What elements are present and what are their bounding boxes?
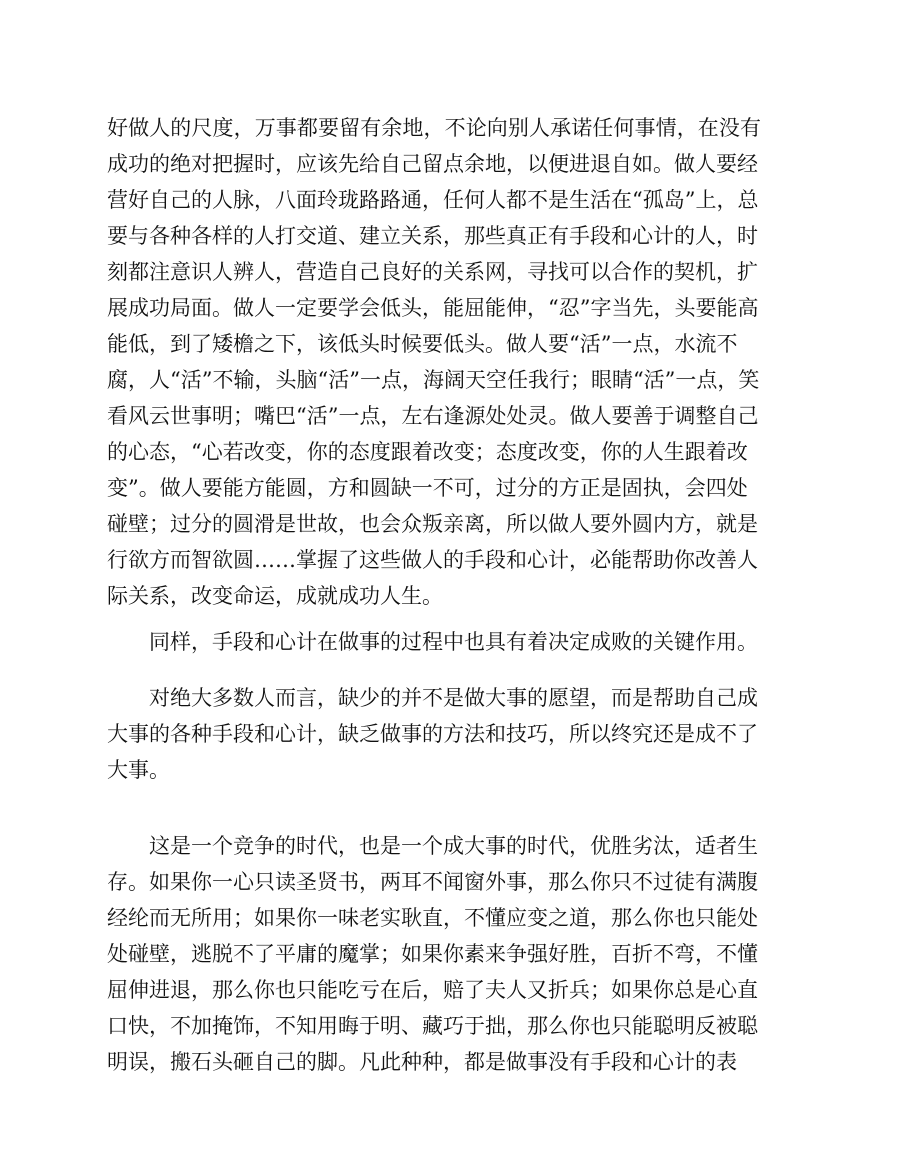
paragraph-line: 腐，人“活”不输，头脑“活”一点，海阔天空任我行；眼睛“活”一点，笑 (107, 368, 760, 392)
paragraph-line: 展成功局面。做人一定要学会低头，能屈能伸，“忍”字当先，头要能高 (107, 296, 759, 320)
paragraph-line: 大事。 (107, 758, 170, 782)
paragraph-line: 屈伸进退，那么你也只能吃亏在后，赔了夫人又折兵；如果你总是心直 (107, 978, 758, 1002)
paragraph-line: 营好自己的人脉，八面玲珑路路通，任何人都不是生活在“孤岛”上，总 (107, 188, 759, 212)
paragraph-line: 这是一个竞争的时代，也是一个成大事的时代，优胜劣汰，适者生 (149, 834, 758, 858)
paragraph-line: 碰壁；过分的圆滑是世故，也会众叛亲离，所以做人要外圆内方，就是 (107, 512, 758, 536)
paragraph-line: 行欲方而智欲圆……掌握了这些做人的手段和心计，必能帮助你改善人 (107, 548, 758, 572)
paragraph-line: 成功的绝对把握时，应该先给自己留点余地，以便进退自如。做人要经 (107, 152, 758, 176)
paragraph-2 (107, 624, 797, 660)
paragraph-line: 变”。做人要能方能圆，方和圆缺一不可，过分的方正是固执，会四处 (107, 476, 748, 500)
paragraph-line: 要与各种各样的人打交道、建立关系，那些真正有手段和心计的人，时 (107, 224, 758, 248)
paragraph-line: 看风云世事明；嘴巴“活”一点，左右逢源处处灵。做人要善于调整自己 (107, 404, 759, 428)
paragraph-line: 刻都注意识人辨人，营造自己良好的关系网，寻找可以合作的契机，扩 (107, 260, 758, 284)
paragraph-4 (107, 828, 797, 1080)
paragraph-line: 存。如果你一心只读圣贤书，两耳不闻窗外事，那么你只不过徒有满腹 (107, 870, 758, 894)
paragraph-line: 好做人的尺度，万事都要留有余地，不论向别人承诺任何事情，在没有 (107, 116, 762, 140)
paragraph-line: 大事的各种手段和心计，缺乏做事的方法和技巧，所以终究还是成不了 (107, 722, 758, 746)
paragraph-line: 处碰壁，逃脱不了平庸的魔掌；如果你素来争强好胜，百折不弯，不懂 (107, 942, 758, 966)
paragraph-line: 经纶而无所用；如果你一味老实耿直，不懂应变之道，那么你也只能处 (107, 906, 758, 930)
paragraph-line: 明误，搬石头砸自己的脚。凡此种种，都是做事没有手段和心计的表 (107, 1050, 737, 1074)
paragraph-line: 同样，手段和心计在做事的过程中也具有着决定成败的关键作用。 (149, 630, 758, 654)
paragraph-3 (107, 680, 797, 788)
paragraph-line: 口快，不加掩饰，不知用晦于明、藏巧于拙，那么你也只能聪明反被聪 (107, 1014, 758, 1038)
paragraph-line: 对绝大多数人而言，缺少的并不是做大事的愿望，而是帮助自己成 (149, 686, 758, 710)
paragraph-line: 际关系，改变命运，成就成功人生。 (107, 584, 443, 608)
paragraph-line: 能低，到了矮檐之下，该低头时候要低头。做人要“活”一点，水流不 (107, 332, 738, 356)
paragraph-1 (107, 110, 797, 614)
paragraph-line: 的心态，“心若改变，你的态度跟着改变；态度改变，你的人生跟着改 (107, 440, 748, 464)
